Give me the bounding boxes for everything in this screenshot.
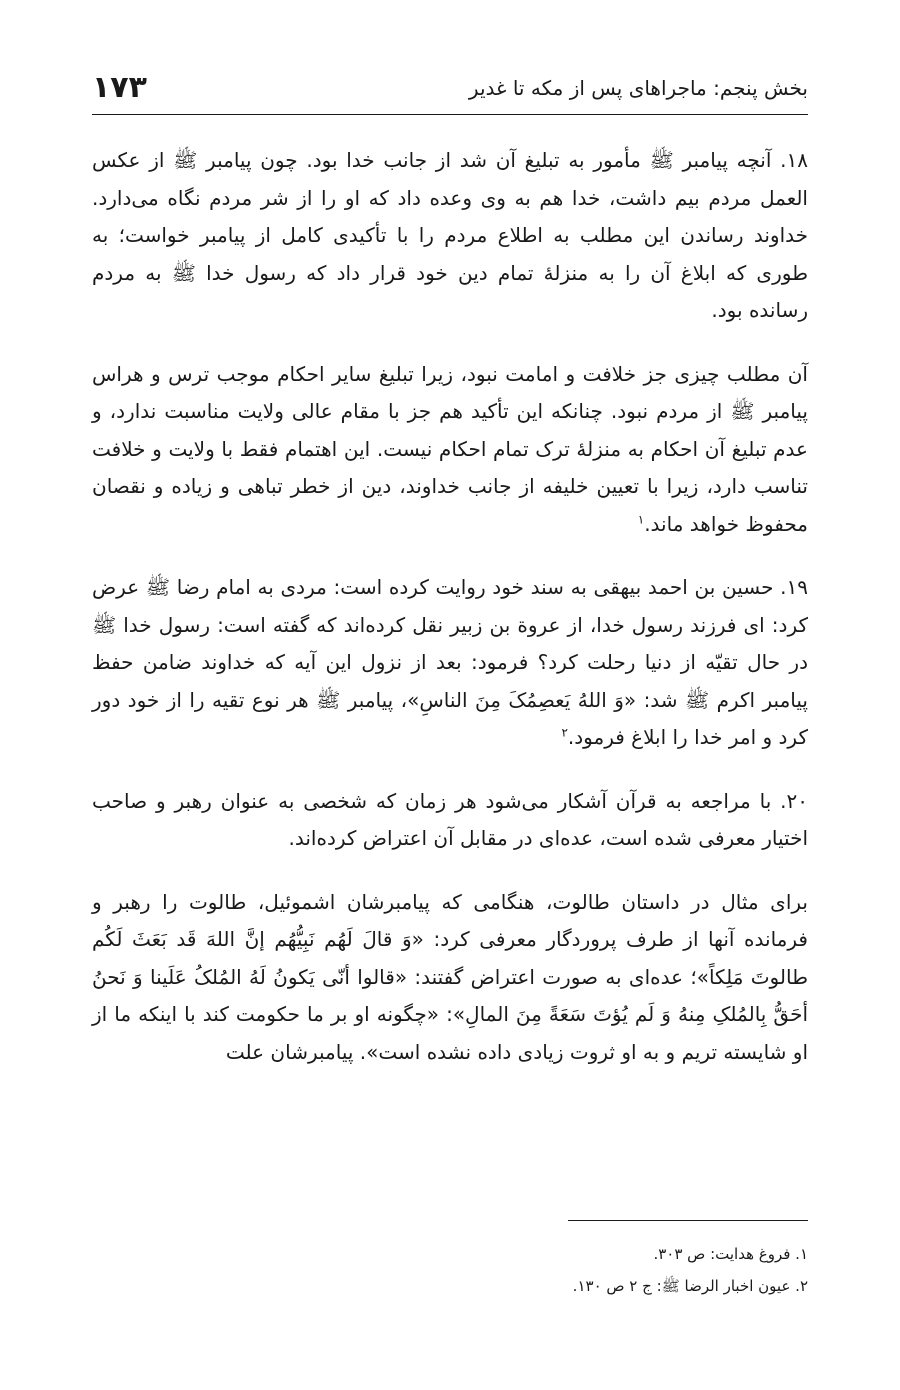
running-header <box>92 70 808 115</box>
paragraph-text: ۱۹. حسین بن احمد بیهقی به سند خود روایت کرده است: مردی به امام رضا ﷺ عرض کرد: ای فرزند رسول خدا، از عروة بن زبیر نقل کرده‌اند که گفته است: رسول خدا ﷺ در حال تقیّه از دنیا رحلت کرد؟ فرمود: بعد از نزول این آیه که خداوند ضامن حفظ پیامبر اکرم ﷺ شد: «وَ اللهُ یَعصِمُکَ مِنَ الناسِ»، پیامبر ﷺ هر نوع تقیه را از خود دور کرد و امر خدا را ابلاغ فرمود. <box>92 575 808 749</box>
footnote-1: ۱. فروغ هدایت: ص ۳۰۳. <box>653 1245 808 1263</box>
footnote-ref-2[interactable]: ۲ <box>561 725 568 740</box>
paragraph-19 <box>92 569 808 757</box>
paragraph-text: ۱۸. آنچه پیامبر ﷺ مأمور به تبلیغ آن شد از جانب خدا بود. چون پیامبر ﷺ از عکس العمل مردم بیم داشت، خدا هم به وی وعده داد که او را از شر مردم نگاه می‌دارد. خداوند رساندن این مطلب به اطلاع مردم را با تأکیدی کامل از پیامبر خواست؛ به طوری که ابلاغ آن را به منزلهٔ تمام دین خود قرار داد که رسول خدا ﷺ به مردم رسانده بود. <box>92 148 808 322</box>
paragraph-20 <box>92 783 808 858</box>
footnotes <box>92 1238 808 1302</box>
footnote-2: ۲. عیون اخبار الرضا ﷺ: ج ۲ ص ۱۳۰. <box>572 1277 808 1295</box>
body-text <box>92 142 808 1097</box>
paragraph-18 <box>92 142 808 330</box>
footnote-ref-1[interactable]: ۱ <box>637 511 645 526</box>
paragraph-18-continued <box>92 356 808 544</box>
footnote-divider <box>568 1220 808 1221</box>
paragraph-text: ۲۰. با مراجعه به قرآن آشکار می‌شود هر زمان که شخصی به عنوان رهبر و صاحب اختیار معرفی شده است، عده‌ای در مقابل آن اعتراض کرده‌اند. <box>92 788 808 850</box>
paragraph-20-continued <box>92 884 808 1072</box>
section-title: بخش پنجم: ماجراهای پس از مکه تا غدیر <box>468 76 808 100</box>
book-page <box>92 0 808 1390</box>
page-number: ۱۷۳ <box>92 70 147 105</box>
paragraph-text: آن مطلب چیزی جز خلافت و امامت نبود، زیرا تبلیغ سایر احکام موجب ترس و هراس پیامبر ﷺ از مردم نبود. چنانکه این تأکید هم جز با مقام عالی ولایت مناسبت ندارد، و عدم تبلیغ آن احکام به منزلهٔ ترک تمام احکام نیست. این اهتمام فقط با ولایت و خلافت تناسب دارد، زیرا با تعیین خلیفه از جانب خداوند، دین از خطر تباهی و زیاده و نقصان محفوظ خواهد ماند. <box>92 361 808 536</box>
paragraph-text: برای مثال در داستان طالوت، هنگامی که پیامبرشان اشموئیل، طالوت را رهبر و فرمانده آنها از طرف پروردگار معرفی کرد: «وَ قالَ لَهُم نَبِیُّهُم إنَّ اللهَ قَد بَعَثَ لَکُم طالوتَ مَلِکاً»؛ عده‌ای به صورت اعتراض گفتند: «قالوا أنّی یَکونُ لَهُ المُلکُ عَلَینا وَ نَحنُ أحَقُّ بِالمُلکِ مِنهُ وَ لَم یُؤتَ سَعَةً مِنَ المالِ»: «چگونه او بر ما حکومت کند با اینکه ما از او شایسته تریم و به او ثروت زیادی داده نشده است». پیامبرشان علت <box>92 889 808 1064</box>
